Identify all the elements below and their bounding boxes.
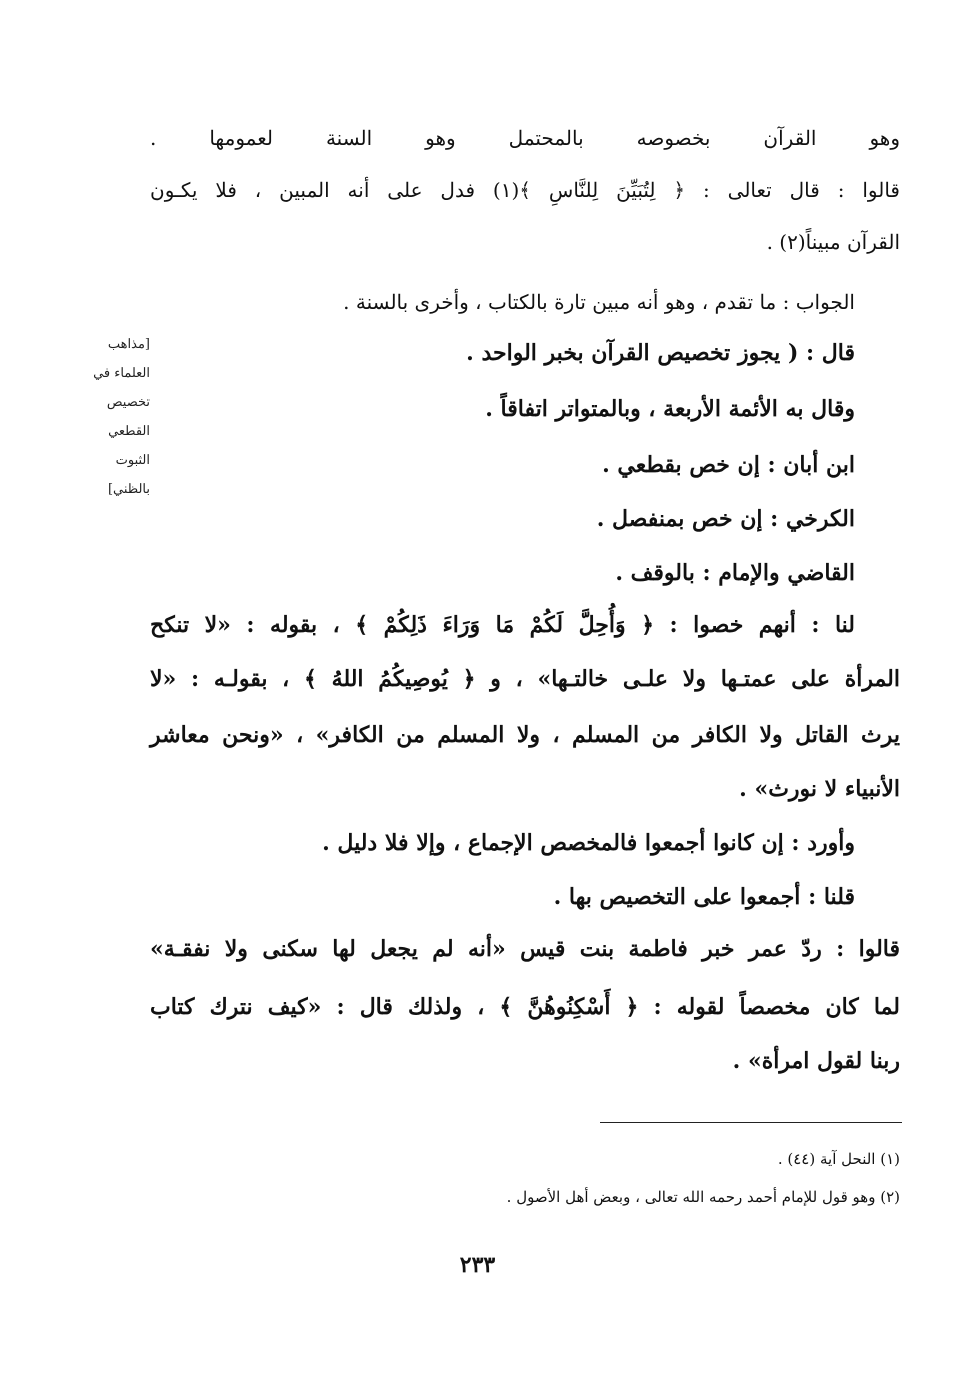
text-line: وهو القرآن بخصوصه بالمحتمل وهو السنة لعمومها . xyxy=(150,126,900,150)
text-line: قالوا : ردّ عمر خبر فاطمة بنت قيس «أنه لم يجعل لها سكنى ولا نفقـة» xyxy=(150,936,900,962)
text-line: لنا : أنهم خصوا : ﴿ وَأُحِلَّ لَكُمْ مَا وَرَاءَ ذَلِكُمْ ﴾ ، بقوله : «لا تنكح xyxy=(150,612,855,638)
text-line: قالوا : قال تعالى : ﴿ لِتُبَيِّنَ لِلنَّاسِ ﴾(١) فدل على أنه المبين ، فلا يكـون xyxy=(150,178,900,202)
margin-note-line: العلماء في xyxy=(93,366,150,381)
text-line: المرأة على عمتـها ولا علـى خالتـها» ، و ﴿ يُوصِيكُمُ اللهُ ﴾ ، بقولـه : «لا xyxy=(150,666,901,692)
text-line: ابن أبان : إن خص بقطعي . xyxy=(602,452,855,478)
page-number: ٢٣٣ xyxy=(459,1252,496,1278)
text-line: يرث القاتل ولا الكافر من المسلم ، ولا المسلم من الكافر» ، «ونحن معاشر xyxy=(150,722,900,748)
text-line: القاضي والإمام : بالوقف . xyxy=(615,560,855,586)
footnote: (١) النحل آية (٤٤) . xyxy=(777,1150,900,1168)
footnote: (٢) وهو قول للإمام أحمد رحمه الله تعالى ، وبعض أهل الأصول . xyxy=(506,1188,900,1206)
text-line: الأنبياء لا نورث» . xyxy=(739,776,900,802)
text-line: الكرخي : إن خص بمنفصل . xyxy=(596,506,855,532)
text-line: وأورد : إن كانوا أجمعوا فالمخصص الإجماع ، وإلا فلا دليل . xyxy=(322,830,855,856)
footnote-separator xyxy=(600,1122,902,1123)
margin-note-line: بالظني] xyxy=(107,482,150,497)
margin-note-line: تخصيص xyxy=(106,395,150,410)
margin-note xyxy=(80,330,150,504)
text-line: قلنا : أجمعوا على التخصيص بها . xyxy=(553,884,855,910)
margin-note-line: القطعي xyxy=(108,424,150,439)
text-line: القرآن مبيناً(٢) . xyxy=(766,230,900,254)
text-line: لما كان مخصصاً لقوله : ﴿ أَسْكِنُوهُنَّ ﴾ ، ولذلك قال : «كيف نترك كتاب xyxy=(150,994,900,1020)
text-line: قال : ( يجوز تخصيص القرآن بخبر الواحد . xyxy=(466,340,855,366)
margin-note-line: [مذاهب xyxy=(107,337,150,352)
text-line: الجواب : ما تقدم ، وهو أنه مبين تارة بالكتاب ، وأخرى بالسنة . xyxy=(343,290,855,314)
text-line: وقال به الأئمة الأربعة ، وبالمتواتر اتفاقاً . xyxy=(485,396,855,422)
text-line: ربنا لقول امرأة» . xyxy=(732,1048,900,1074)
margin-note-line: الثبوت xyxy=(115,453,150,468)
